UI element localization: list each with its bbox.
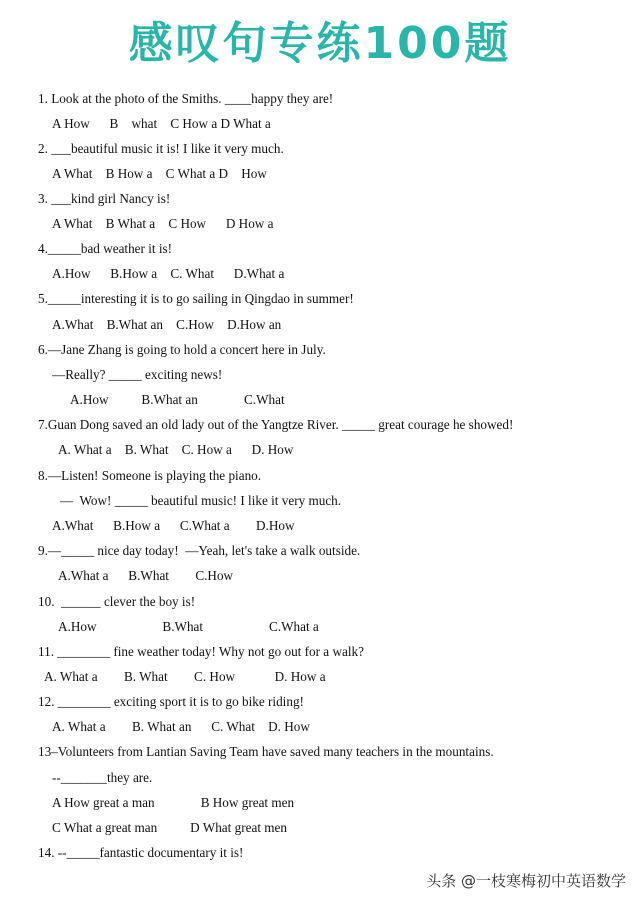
question-8-dialog: — Wow! _____ beautiful music! I like it very much. (60, 493, 342, 508)
question-13-options-row-1: A How great a man B How great men (52, 795, 295, 810)
question-2-options: A What B How a C What a D How (52, 166, 267, 181)
page-title: 感叹句专练100题 (128, 18, 512, 69)
question-14-text: 14. --_____fantastic documentary it is! (38, 845, 244, 860)
question-1-options: A How B what C How a D What a (52, 116, 271, 131)
question-8-text: 8.—Listen! Someone is playing the piano. (38, 468, 262, 483)
question-4-text: 4._____bad weather it is! (38, 241, 173, 256)
question-1-text: 1. Look at the photo of the Smiths. ____happy they are! (38, 91, 334, 106)
question-8-options: A.What B.How a C.What a D.How (52, 518, 295, 533)
question-13-dialog: --_______they are. (52, 770, 153, 785)
question-3-options: A What B What a C How D How a (52, 216, 274, 231)
question-11-text: 11. ________ fine weather today! Why not go out for a walk? (38, 644, 364, 659)
question-3-text: 3. ___kind girl Nancy is! (38, 191, 171, 206)
question-13-text: 13–Volunteers from Lantian Saving Team have saved many teachers in the mountains. (38, 744, 494, 759)
question-12-text: 12. ________ exciting sport it is to go bike riding! (38, 694, 304, 709)
question-4-options: A.How B.How a C. What D.What a (52, 266, 285, 281)
question-6-options: A.How B.What an C.What (70, 392, 285, 407)
question-9-options: A.What a B.What C.How (58, 568, 234, 583)
question-10-options: A.How B.What C.What a (58, 619, 319, 634)
question-10-text: 10. ______ clever the boy is! (38, 594, 196, 609)
question-5-text: 5._____interesting it is to go sailing in Qingdao in summer! (38, 291, 354, 306)
question-7-options: A. What a B. What C. How a D. How (58, 442, 294, 457)
question-7-text: 7.Guan Dong saved an old lady out of the Yangtze River. _____ great courage he showed! (38, 417, 514, 432)
question-12-options: A. What a B. What an C. What D. How (52, 719, 310, 734)
question-2-text: 2. ___beautiful music it is! I like it very much. (38, 141, 284, 156)
watermark: 头条 @一枝寒梅初中英语数学 (426, 872, 626, 890)
question-6-text: 6.—Jane Zhang is going to hold a concert here in July. (38, 342, 326, 357)
question-9-text: 9.—_____ nice day today! —Yeah, let's take a walk outside. (38, 543, 361, 558)
question-11-options: A. What a B. What C. How D. How a (44, 669, 326, 684)
question-6-dialog: —Really? _____ exciting news! (52, 367, 223, 382)
question-13-options-row-2: C What a great man D What great men (52, 820, 287, 835)
question-5-options: A.What B.What an C.How D.How an (52, 317, 282, 332)
